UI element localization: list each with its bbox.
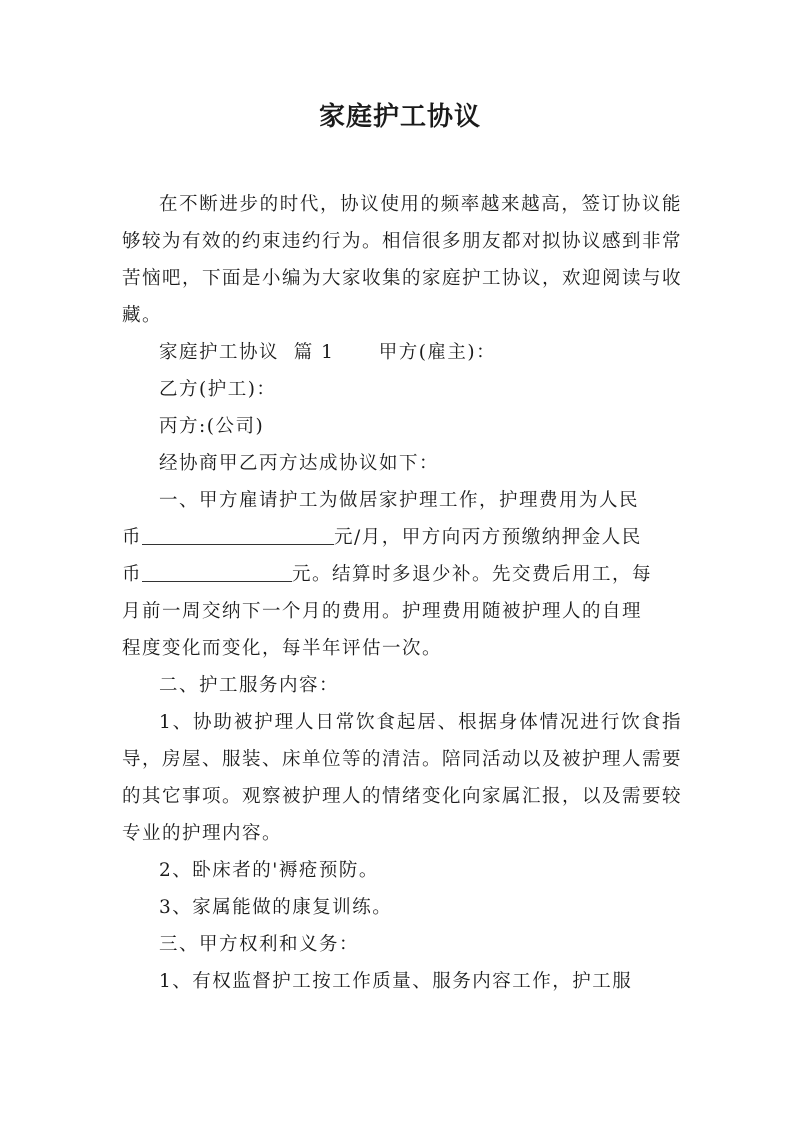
section3-item1: 1、有权监督护工按工作质量、服务内容工作，护工服 [159,971,633,992]
document-body [122,186,682,1000]
intro-paragraph: 在不断进步的时代，协议使用的频率越来越高，签订协议能够较为有效的约束违约行为。相信很多朋友都对拟协议感到非常苦恼吧，下面是小编为大家收集的家庭护工协议，欢迎阅读与收藏。 [122,194,683,326]
section1-line3 [122,556,682,593]
section-1 [122,482,682,667]
section1-line2 [122,519,682,556]
party-b-line: 乙方(护工)： [159,379,277,400]
section2-item3: 3、家属能做的康复训练。 [159,897,393,918]
section1-line1: 一、甲方雇请护工为做居家护理工作，护理费用为人民 [159,490,640,511]
heading-line: 家庭护工协议 篇 1 甲方(雇主)： [159,342,497,363]
section2-item2: 2、卧床者的'褥疮预防。 [159,860,379,881]
currency-label: 币 [122,527,143,548]
document-title: 家庭护工协议 [318,102,481,132]
agreement-intro-line: 经协商甲乙丙方达成协议如下： [159,453,440,474]
deposit-blank [142,561,292,582]
monthly-fee-blank [142,524,334,545]
currency-label: 币 [122,564,143,585]
section1-line5: 程度变化而变化，每半年评估一次。 [122,638,443,659]
section3-heading: 三、甲方权利和义务： [159,934,360,955]
section2-heading: 二、护工服务内容： [159,675,340,696]
section1-line4: 月前一周交纳下一个月的费用。护理费用随被护理人的自理 [122,601,643,622]
section1-line2-text: 元/月，甲方向丙方预缴纳押金人民 [334,527,642,548]
section1-line3-text: 元。结算时多退少补。先交费后用工，每 [292,564,653,585]
party-c-line: 丙方:(公司) [159,416,265,437]
section2-item1: 1、协助被护理人日常饮食起居、根据身体情况进行饮食指导，房屋、服装、床单位等的清洁。陪同活动以及被护理人需要的其它事项。观察被护理人的情绪变化向家属汇报，以及需要较专业的护理内容。 [122,712,683,844]
